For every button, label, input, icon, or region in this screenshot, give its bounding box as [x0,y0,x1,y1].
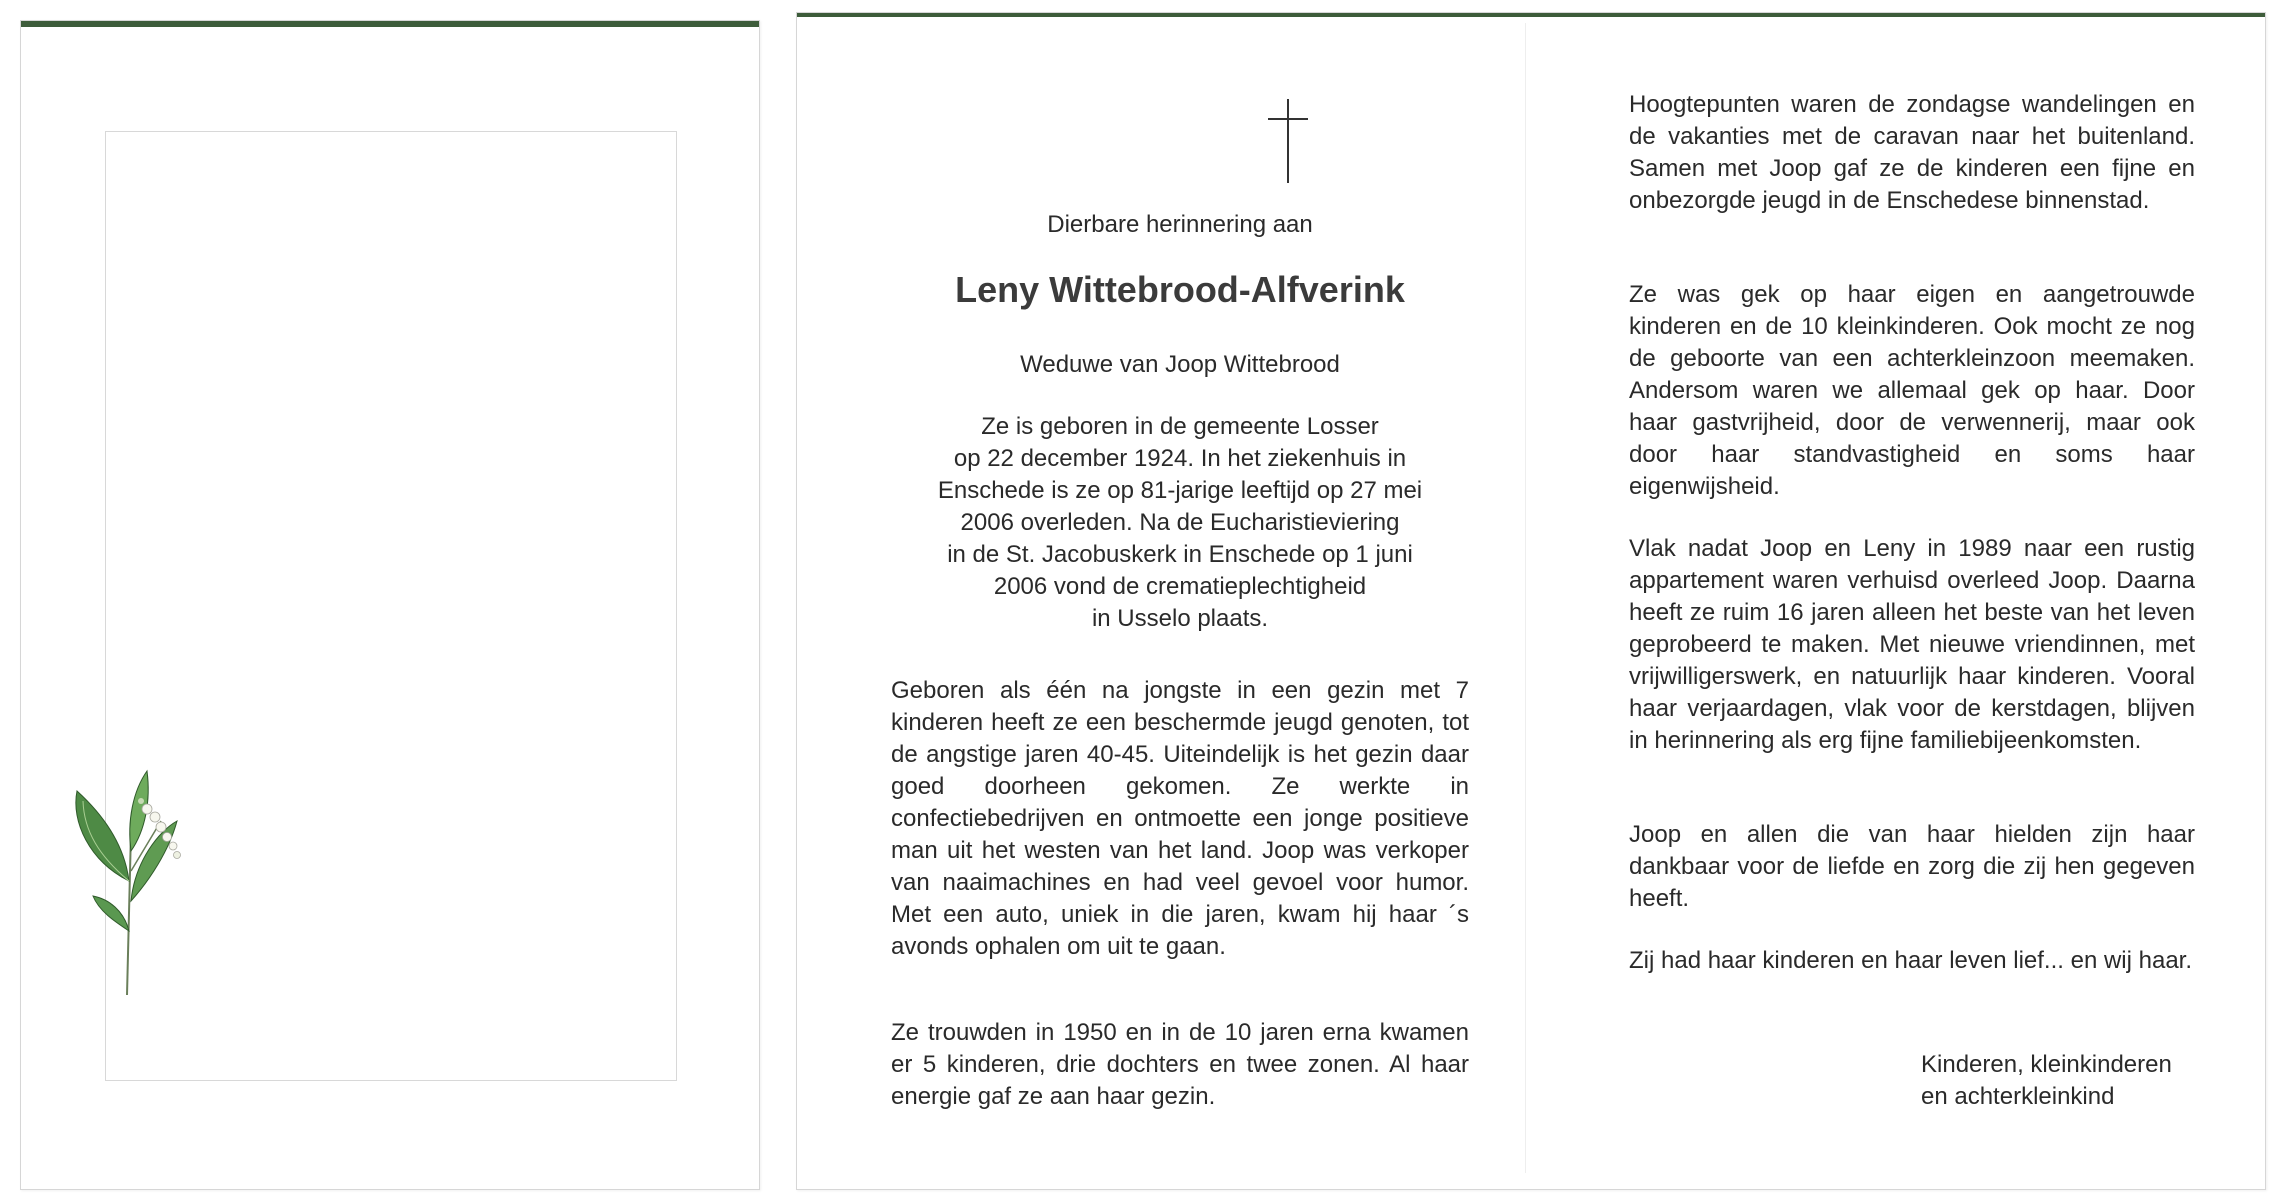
bio-line: Ze is geboren in de gemeente Losser [981,413,1379,440]
memory-paragraph-2: Ze was gek op haar eigen en aangetrouwde kinderen en de 10 kleinkinderen. Ook mocht ze nog de geboorte van een achterkleinzoon meemaken. Andersom waren we allemaal gek op haar. Door haar gastvrijheid, door de verwennerij, maar ook door haar standvastigheid en soms haar eigenwijsheid. [1629,281,2195,500]
card-cover [20,20,760,1190]
bio-block [891,411,1469,635]
bio-line: in de St. Jacobuskerk in Enschede op 1 juni [947,541,1413,568]
life-paragraph-1: Geboren als één na jongste in een gezin met 7 kinderen heeft ze een beschermde jeugd genoten, tot de angstige jaren 40-45. Uiteindelijk is het gezin daar goed doorheen gekomen. Ze werkte in confectiebedrijven en ontmoette een jonge positieve man uit het westen van het land. Joop was verkoper van naaimachines en had veel gevoel voor humor. Met een auto, uniek in die jaren, kwam hij haar ´s avonds ophalen om uit te gaan. [891,677,1469,960]
memory-paragraph-3: Vlak nadat Joop en Leny in 1989 naar een rustig appartement waren verhuisd overleed Joop. Daarna heeft ze ruim 16 jaren alleen het beste van het leven geprobeerd te maken. Met nieuwe vriendinnen, met vrijwilligerswerk, en natuurlijk haar kinderen. Vooral haar verjaardagen, vlak voor de kerstdagen, blijven in herinnering als erg fijne familiebijeenkomsten. [1629,535,2195,754]
widow-line: Weduwe van Joop Wittebrood [1020,351,1340,378]
memory-paragraph-5: Zij had haar kinderen en haar leven lief... en wij haar. [1629,947,2193,974]
signoff-line: Kinderen, kleinkinderen [1921,1051,2172,1078]
bio-line: 2006 overleden. Na de Eucharistieviering [960,509,1400,536]
lily-of-the-valley-icon [69,761,219,1001]
cover-top-band [21,21,759,27]
card-inner [796,12,2266,1190]
deceased-name: Leny Wittebrood-Alfverink [955,269,1405,310]
fold-line [1525,23,1526,1173]
life-paragraph-2: Ze trouwden in 1950 en in de 10 jaren erna kwamen er 5 kinderen, drie dochters en twee zonen. Al haar energie gaf ze aan haar gezin. [891,1019,1469,1110]
bio-line: op 22 december 1924. In het ziekenhuis in [953,445,1407,472]
bio-line: 2006 vond de crematieplechtigheid [993,573,1367,600]
memory-paragraph-1: Hoogtepunten waren de zondagse wandelingen en de vakanties met de caravan naar het buitenland. Samen met Joop gaf ze de kinderen een fijne en onbezorgde jeugd in de Enschedese binnenstad. [1629,91,2195,214]
inner-top-band [797,13,2265,17]
signoff [1921,1049,2181,1113]
bio-line: Enschede is ze op 81-jarige leeftijd op 27 mei [937,477,1423,504]
memory-paragraph-4: Joop en allen die van haar hielden zijn haar dankbaar voor de liefde en zorg die zij hen gegeven heeft. [1629,821,2195,912]
cross-icon [1268,99,1308,183]
bio-line: in Usselo plaats. [1091,605,1269,632]
intro-text: Dierbare herinnering aan [1047,211,1313,238]
signoff-line: en achterkleinkind [1921,1083,2115,1110]
